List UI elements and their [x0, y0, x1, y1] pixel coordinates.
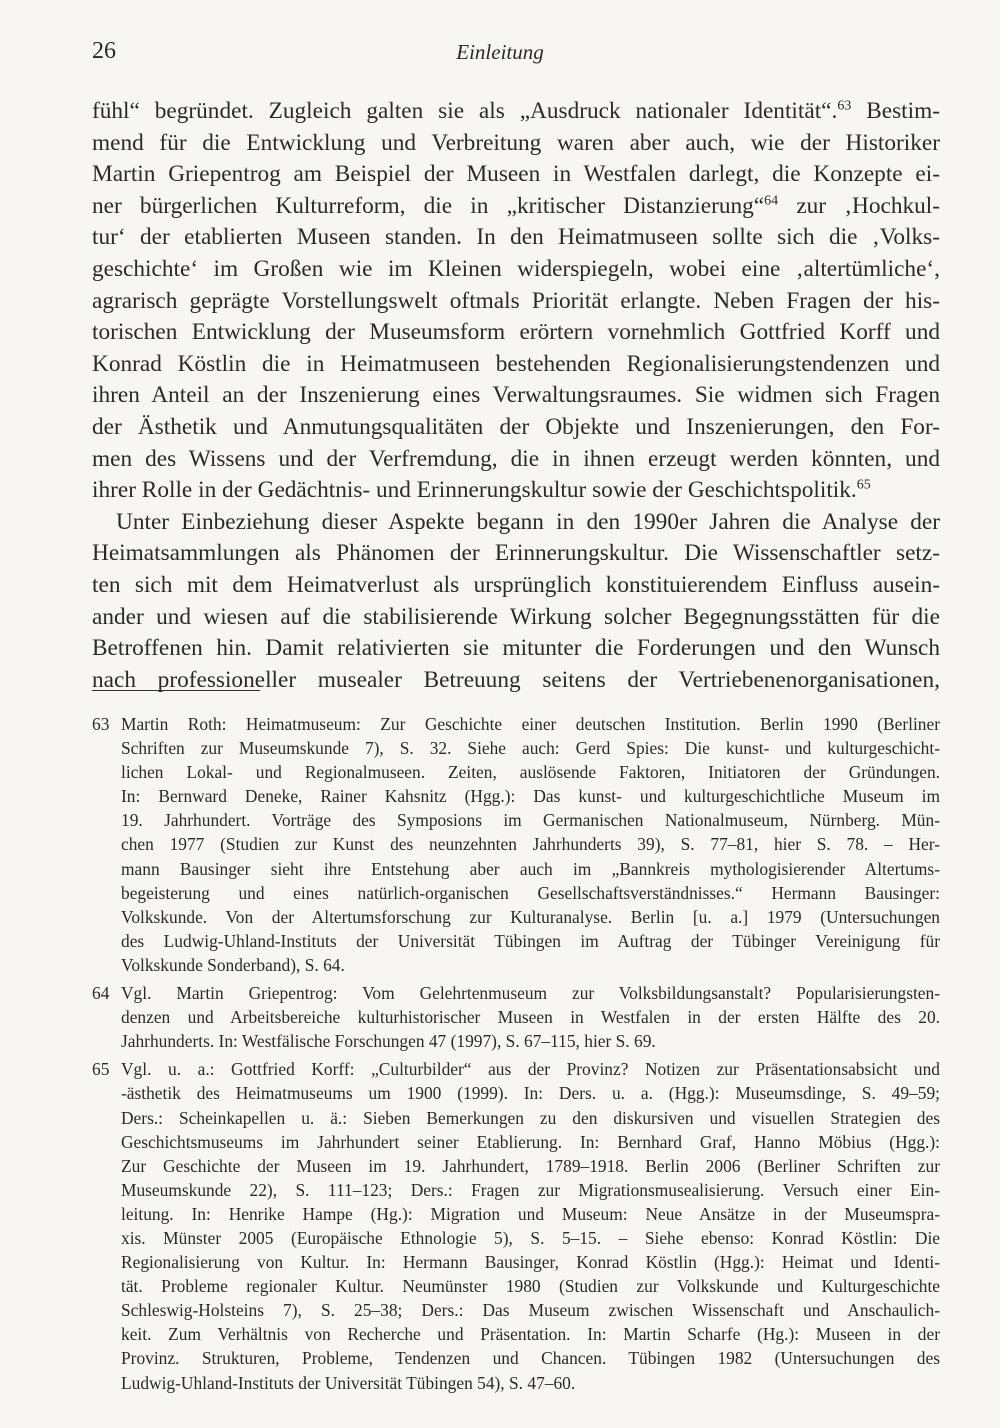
text-line: tur‘ der etablierten Museen standen. In den Heimatmuseen sollte sich die ‚Volks- [92, 224, 940, 251]
paragraph [92, 507, 940, 697]
footnote-line: chen 1977 (Studien zur Kunst des neunzehnten Jahrhunderts 39), S. 77–81, hier S. 78. – Her- [121, 834, 940, 855]
text-line: Heimatsammlungen als Phänomen der Erinnerungskultur. Die Wissenschaftler setz- [92, 540, 940, 567]
text-line: Konrad Köstlin die in Heimatmuseen bestehenden Regionalisierungstendenzen und [92, 350, 940, 377]
text-line: fühl“ begründet. Zugleich galten sie als „Ausdruck nationaler Identität“.$^{63}$ Bestim- [92, 98, 940, 124]
main-text [92, 96, 940, 696]
footnote-line: lichen Lokal- und Regionalmuseen. Zeiten, auslösende Faktoren, Initiatoren der Gründungen. [121, 762, 940, 783]
footnote-line: Vgl. u. a.: Gottfried Korff: „Culturbilder“ aus der Provinz? Notizen zur Präsentationsabsicht und [121, 1059, 940, 1080]
footnote-line: keit. Zum Verhältnis von Recherche und Präsentation. In: Martin Scharfe (Hg.): Museen in der [121, 1324, 940, 1345]
footnote-separator [92, 690, 260, 691]
footnote-number: 65 [92, 1059, 110, 1080]
text-line: Martin Griepentrog am Beispiel der Museen in Westfalen darlegt, die Konzepte ei- [92, 161, 940, 188]
footnote-line: Regionalisierung von Kultur. In: Hermann Bausinger, Konrad Köstlin (Hgg.): Heimat und Identi- [121, 1252, 940, 1273]
footnote [92, 1057, 940, 1394]
footnote-line: Schriften zur Museumskunde 7), S. 32. Siehe auch: Gerd Spies: Die kunst- und kulturgeschicht- [121, 738, 940, 759]
footnote-line: Geschichtsmuseums im Jahrhundert seiner Etablierung. In: Bernhard Graf, Hanno Möbius (Hgg.): [121, 1131, 940, 1152]
text-line: ner bürgerlichen Kulturreform, die in „kritischer Distanzierung“$^{64}$ zur ‚Hochkul- [92, 192, 940, 219]
footnote-line: -ästhetik des Heimatmuseums um 1900 (1999). In: Ders. u. a. (Hgg.): Museumsdinge, S. 49–59; [121, 1083, 940, 1104]
footnote-line: leitung. In: Henrike Hampe (Hg.): Migration und Museum: Neue Ansätze in der Museumspra- [121, 1203, 940, 1224]
text-line: ander und wiesen auf die stabilisierende Wirkung solcher Begegnungsstätten für die [92, 603, 940, 630]
footnote-number: 64 [92, 983, 110, 1004]
text-line: torischen Entwicklung der Museumsform erörtern vornehmlich Gottfried Korff und [92, 319, 940, 346]
text-line: ihren Anteil an der Inszenierung eines Verwaltungsraumes. Sie widmen sich Fragen [92, 382, 940, 409]
footnote-line: begeisterung und eines natürlich-organischen Gesellschaftsverständnisses.“ Hermann Bausinger: [121, 882, 940, 903]
footnote-line: xis. Münster 2005 (Europäische Ethnologie 5), S. 5–15. – Siehe ebenso: Konrad Köstlin: Die [121, 1227, 940, 1248]
text-line: ihrer Rolle in der Gedächtnis- und Erinnerungskultur sowie der Geschichtspolitik.$^{65}$ [92, 477, 871, 504]
footnote-line: des Ludwig-Uhland-Instituts der Universität Tübingen im Auftrag der Tübinger Vereinigung für [121, 930, 940, 951]
footnote-line: Ders.: Scheinkapellen u. ä.: Sieben Bemerkungen zu den diskursiven und visuellen Strategien des [121, 1107, 940, 1128]
text-line: nach professioneller musealer Betreuung seitens der Vertriebenenorganisationen, [92, 666, 940, 693]
footnote-line: denzen und Arbeitsbereiche kulturhistorischer Museen in Westfalen in der ersten Hälfte des 20. [121, 1007, 940, 1028]
footnote-line: Vgl. Martin Griepentrog: Vom Gelehrtenmuseum zur Volksbildungsanstalt? Popularisierungsten- [121, 983, 940, 1004]
text-line: Betroffenen hin. Damit relativierten sie mitunter die Forderungen und den Wunsch [92, 635, 940, 662]
footnote-number: 63 [92, 714, 110, 734]
text-line: agrarisch geprägte Vorstellungswelt oftmals Priorität erlangte. Neben Fragen der his- [92, 287, 940, 314]
footnote-reference: 64 [764, 193, 779, 209]
footnote-line: Ludwig-Uhland-Instituts der Universität Tübingen 54), S. 47–60. [121, 1372, 576, 1393]
text-line: Unter Einbeziehung dieser Aspekte begann in den 1990er Jahren die Analyse der [116, 508, 940, 535]
page-header [92, 38, 908, 72]
paragraph [92, 96, 940, 507]
text-line: der Ästhetik und Anmutungsqualitäten der Objekte und Inszenierungen, den For- [92, 413, 940, 440]
footnote-line: tät. Probleme regionaler Kultur. Neumünster 1980 (Studien zur Volkskunde und Kulturgeschichte [121, 1276, 940, 1297]
footnote [92, 981, 940, 1053]
footnote-line: Zur Geschichte der Museen im 19. Jahrhundert, 1789–1918. Berlin 2006 (Berliner Schriften zur [121, 1155, 940, 1176]
footnote-reference: 63 [837, 98, 852, 114]
footnote-line: Jahrhunderts. In: Westfälische Forschungen 47 (1997), S. 67–115, hier S. 69. [121, 1031, 656, 1052]
footnote-line: mann Bausinger sieht ihre Entstehung aber auch im „Bannkreis mythologisierender Altertums- [121, 858, 940, 879]
text-line: geschichte‘ im Großen wie im Kleinen widerspiegeln, wobei eine ‚altertümliche‘, [92, 255, 940, 282]
footnotes [92, 712, 940, 1399]
footnote-line: Museumskunde 22), S. 111–123; Ders.: Fragen zur Migrationsmusealisierung. Versuch einer Ein- [121, 1179, 940, 1200]
footnote-line: Volkskunde Sonderband), S. 64. [121, 954, 345, 975]
footnote [92, 712, 940, 977]
footnote-line: 19. Jahrhundert. Vorträge des Symposions im Germanischen Nationalmuseum, Nürnberg. Mün- [121, 810, 940, 831]
page-number: 26 [92, 38, 116, 64]
text-line: ten sich mit dem Heimatverlust als ursprünglich konstituierendem Einfluss ausein- [92, 571, 940, 598]
text-line: men des Wissens und der Verfremdung, die in ihnen erzeugt werden könnten, und [92, 445, 940, 472]
footnote-line: In: Bernward Deneke, Rainer Kahsnitz (Hgg.): Das kunst- und kulturgeschichtliche Museum im [121, 786, 940, 807]
footnote-reference: 65 [856, 477, 871, 493]
text-line: mend für die Entwicklung und Verbreitung waren aber auch, wie der Historiker [92, 129, 940, 156]
footnote-line: Schleswig-Holsteins 7), S. 25–38; Ders.: Das Museum zwischen Wissenschaft und Anschaulich- [121, 1300, 940, 1321]
footnote-line: Volkskunde. Von der Altertumsforschung zur Kulturanalyse. Berlin [u. a.] 1979 (Untersuchungen [121, 906, 940, 927]
running-head: Einleitung [456, 40, 544, 64]
footnote-line: Provinz. Strukturen, Probleme, Tendenzen und Chancen. Tübingen 1982 (Untersuchungen des [121, 1348, 940, 1369]
footnote-line: Martin Roth: Heimatmuseum: Zur Geschichte einer deutschen Institution. Berlin 1990 (Berliner [121, 714, 940, 734]
